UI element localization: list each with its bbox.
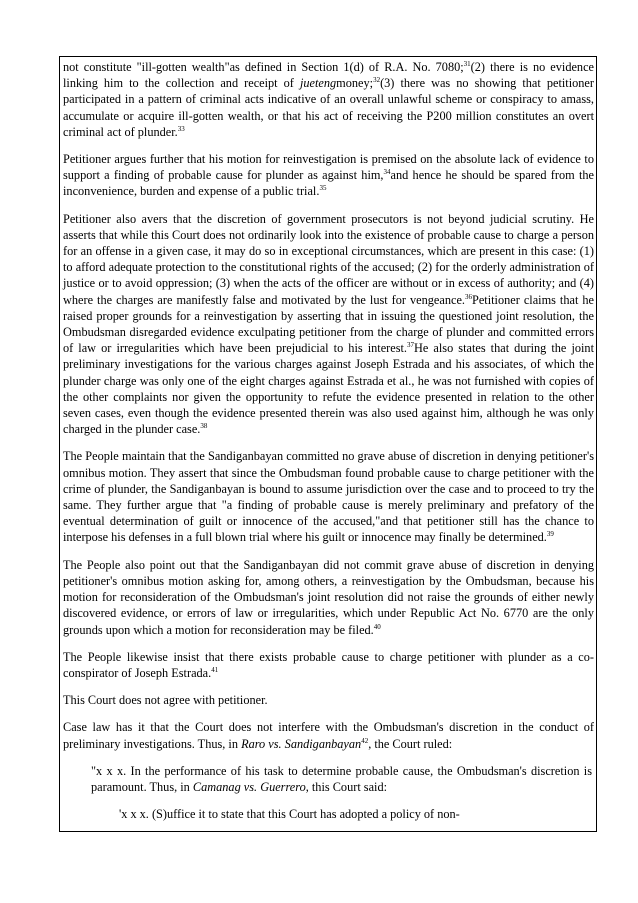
paragraph [63, 719, 594, 751]
footnote-ref: 34 [383, 168, 391, 177]
paragraph-text: Petitioner argues further that his motion for reinvestigation is premised on the absolute lack of evidence to support a finding of probable cause for plunder as against him, [63, 152, 594, 183]
document-page [59, 56, 597, 832]
paragraph-text: , the Court ruled: [368, 736, 453, 751]
paragraph [63, 649, 594, 681]
paragraph-text: "x x x. In the performance of his task to determine probable cause, the Ombudsman's discretion is paramount. Thus, in [91, 763, 592, 794]
paragraph [63, 151, 594, 200]
footnote-ref: 31 [463, 59, 471, 68]
paragraph-text: Petitioner also avers that the discretion of government prosecutors is not beyond judicial scrutiny. He asserts that while this Court does not ordinarily look into the existence of probable cause to charge a person for an offense in a given case, it may do so in exceptional circumstances, which are present in this case: (1) to afford adequate protection to the constitutional rights of the accused; (2) for the orderly administration of justice or to avoid oppression; (3) when the acts of the officer are without or in excess of authority; and (4) where the charges are manifestly false and motivated by the lust for vengeance. [63, 211, 594, 307]
paragraph-text: Case law has it that the Court does not interfere with the Ombudsman's discretion in the conduct of preliminary investigations. Thus, in [63, 720, 594, 751]
footnote-ref: 38 [200, 422, 208, 431]
italic-text: jueteng [299, 76, 337, 91]
paragraph-text: , this Court said: [305, 779, 388, 794]
footnote-ref: 37 [407, 341, 414, 350]
page-bottom-border [59, 831, 597, 832]
footnote-ref: 35 [319, 184, 327, 193]
paragraph-text: 'x x x. (S)uffice it to state that this Court has adopted a policy of non- [119, 807, 460, 822]
paragraph-text: The People likewise insist that there exists probable cause to charge petitioner with plunder as a co-conspirator of Joseph Estrada. [63, 649, 594, 680]
paragraph-text: money; [336, 76, 374, 91]
footnote-ref: 41 [211, 665, 219, 674]
paragraph [63, 211, 594, 438]
footnote-ref: 33 [177, 124, 185, 133]
paragraph-text: (2) there is no evidence linking him to the collection and receipt of [63, 60, 594, 91]
paragraph-text: He also states that during the joint preliminary investigations for the various charges against Joseph Estrada and his associates, of which the plunder charge was only one of the eight charges against Estrada et al., he was not furnished with copies of the other complaints nor given the opportunity to refute the evidence presented in relation to the other seven cases, even though the evidence presented therein was also used against him, although he was only charged in the plunder case. [63, 341, 594, 437]
paragraph-text: and hence he should be spared from the inconvenience, burden and expense of a public trial. [63, 168, 594, 199]
paragraph-text: (3) there was no showing that petitioner participated in a pattern of criminal acts indicative of an overall unlawful scheme or conspiracy to amass, accumulate or acquire ill-gotten wealth, or that his act of receiving the P200 million constitutes an overt criminal act of plunder. [63, 76, 594, 139]
footnote-ref: 42 [361, 736, 369, 745]
paragraph-text: This Court does not agree with petitioner. [63, 693, 268, 708]
footnote-ref: 39 [546, 530, 554, 539]
paragraph [63, 448, 594, 545]
paragraph [63, 692, 594, 708]
paragraph-text: Petitioner claims that he raised proper grounds for a reinvestigation by asserting that in issuing the questioned joint resolution, the Ombudsman disregarded evidence exculpating petitioner from the charge of plunder and committed errors of law or irregularities which have been prejudicial to his interest. [63, 292, 594, 356]
footnote-ref: 40 [373, 622, 381, 631]
paragraph [63, 59, 594, 140]
italic-text: Camanag vs. Guerrero [192, 779, 306, 794]
paragraph [91, 763, 592, 795]
paragraph-text: The People also point out that the Sandiganbayan did not commit grave abuse of discretion in denying petitioner's omnibus motion asking for, among others, a reinvestigation by the Ombudsman, because his motion for reconsideration of the Ombudsman's joint resolution did not raise the grounds of either newly discovered evidence, or errors of law or irregularities, which under Republic Act No. 6770 are the only grounds upon which a motion for reconsideration may be filed. [63, 557, 594, 637]
paragraph [119, 806, 592, 822]
italic-text: Raro vs. Sandiganbayan [241, 736, 362, 751]
footnote-ref: 32 [373, 76, 381, 85]
paragraph-text: The People maintain that the Sandiganbayan committed no grave abuse of discretion in denying petitioner's omnibus motion. They assert that since the Ombudsman found probable cause to charge petitioner with the crime of plunder, the Sandiganbayan is bound to assume jurisdiction over the case and to proceed to try the same. They further argue that "a finding of probable cause is merely preliminary and prefatory of the eventual determination of guilt or innocence of the accused,"and that petitioner still has the chance to interpose his defenses in a full blown trial where his guilt or innocence may finally be determined. [63, 449, 594, 545]
paragraph-text: not constitute "ill-gotten wealth"as defined in Section 1(d) of R.A. No. 7080; [63, 60, 464, 74]
paragraph [63, 557, 594, 638]
footnote-ref: 36 [465, 292, 472, 301]
